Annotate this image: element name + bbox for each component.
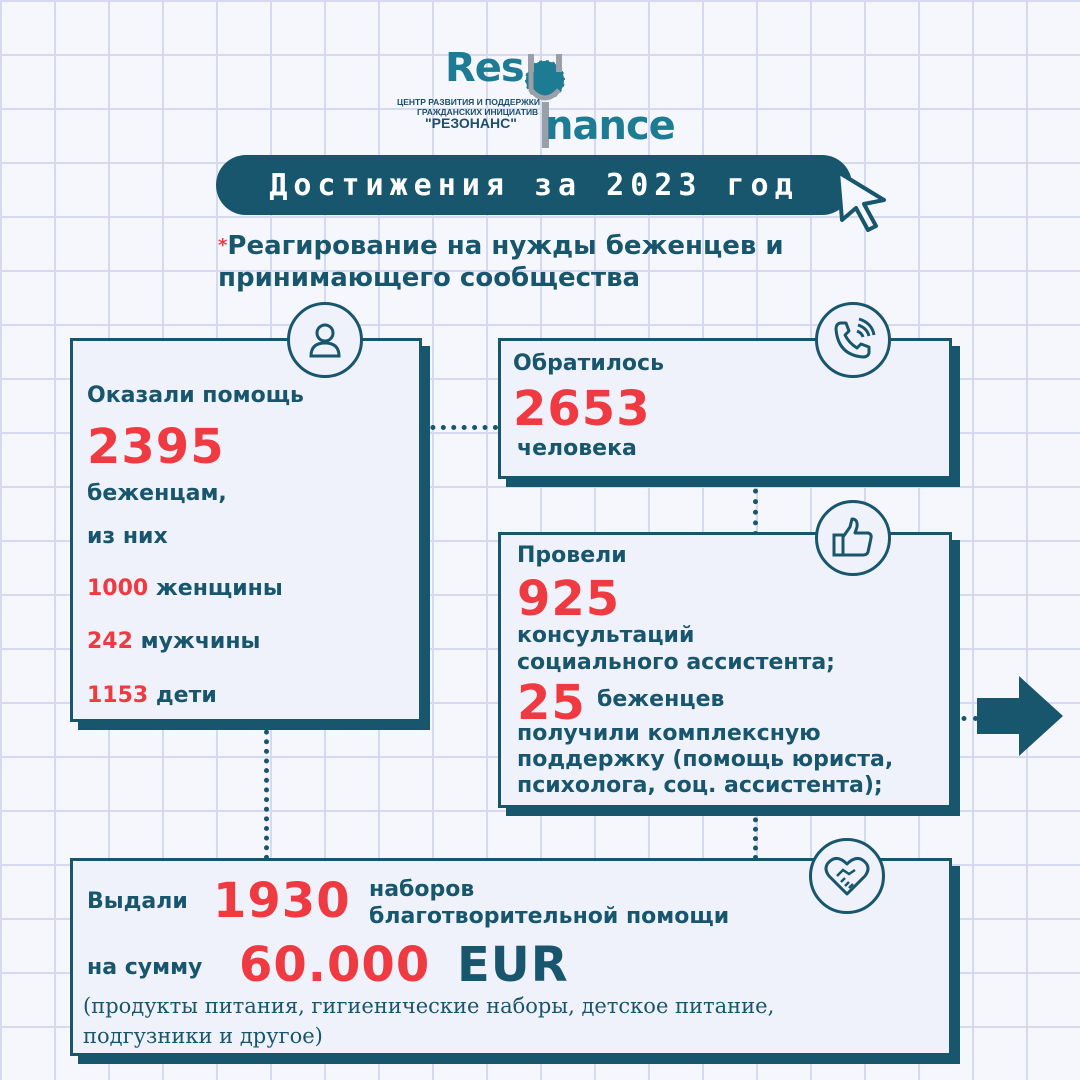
logo-subtitle-line1: ЦЕНТР РАЗВИТИЯ И ПОДДЕРЖКИ (397, 97, 541, 107)
assistance-number: 2395 (87, 419, 225, 475)
logo-brand-left: Res (445, 45, 524, 91)
sum-currency: EUR (457, 937, 569, 993)
complex-number: 25 (517, 675, 586, 731)
assistance-label: Оказали помощь (87, 383, 304, 408)
connector-line (264, 720, 269, 860)
thumbs-up-icon-badge (815, 500, 891, 576)
connector-line (753, 808, 758, 860)
kids-label: дети (155, 683, 217, 708)
consult-number: 925 (517, 571, 621, 627)
connector-line (420, 425, 498, 430)
consult-line2: социального ассистента; (517, 650, 835, 675)
sum-value: 60.000 (239, 937, 431, 993)
user-icon (305, 320, 345, 360)
arrow-right-icon (975, 672, 1065, 762)
kits-label: Выдали (87, 889, 188, 914)
cursor-icon (832, 168, 892, 232)
phone-icon (830, 317, 876, 363)
consult-line5: психолога, соц. ассистента); (517, 773, 883, 798)
phone-icon-badge (815, 302, 891, 378)
kits-line1: наборов (369, 877, 475, 902)
thumbs-up-icon (830, 515, 876, 561)
assistance-line2: из них (87, 524, 168, 549)
kids-number: 1153 (87, 683, 149, 708)
kits-line2: благотворительной помощи (369, 904, 730, 929)
logo-subtitle-line3: "РЕЗОНАНС" (425, 115, 517, 131)
kits-number: 1930 (213, 873, 351, 929)
complex-label: беженцев (597, 687, 725, 712)
connector-line (753, 478, 758, 536)
men-number: 242 (87, 629, 133, 654)
logo (395, 45, 685, 155)
men-label: мужчины (140, 629, 261, 654)
consult-line4: поддержку (помощь юриста, (517, 747, 894, 772)
women-row (87, 576, 283, 601)
logo-subtitle-line2: ГРАЖДАНСКИХ ИНИЦИАТИВ (417, 107, 539, 117)
title-banner (218, 157, 850, 213)
kits-note: (продукты питания, гигиенические наборы, детское питание, подгузники и другое) (83, 994, 775, 1048)
women-number: 1000 (87, 576, 149, 601)
subtitle-line2: принимающего сообщества (218, 263, 641, 293)
connector-line (950, 716, 978, 721)
logo-brand-right: nance (545, 103, 675, 149)
subtitle-asterisk: * (218, 235, 228, 256)
section-subtitle (218, 230, 918, 294)
consult-label: Провели (517, 543, 627, 568)
subtitle-line1: Реагирование на нужды беженцев и (227, 231, 784, 261)
women-label: женщины (155, 576, 283, 601)
consult-line1: консультаций (517, 623, 695, 648)
card-consultations (498, 532, 952, 808)
user-icon-badge (287, 302, 363, 378)
heart-handshake-icon (823, 854, 871, 898)
heart-handshake-icon-badge (809, 838, 885, 914)
card-assistance (70, 338, 422, 722)
appeals-number: 2653 (513, 381, 651, 437)
sum-label: на сумму (87, 955, 203, 980)
appeals-label: Обратилось (513, 351, 665, 376)
kids-row (87, 683, 217, 708)
assistance-line1: беженцам, (87, 481, 227, 506)
appeals-unit: человека (517, 436, 637, 461)
consult-line3: получили комплексную (517, 721, 821, 746)
page-title: Достижения за 2023 год (269, 167, 799, 203)
men-row (87, 629, 260, 654)
